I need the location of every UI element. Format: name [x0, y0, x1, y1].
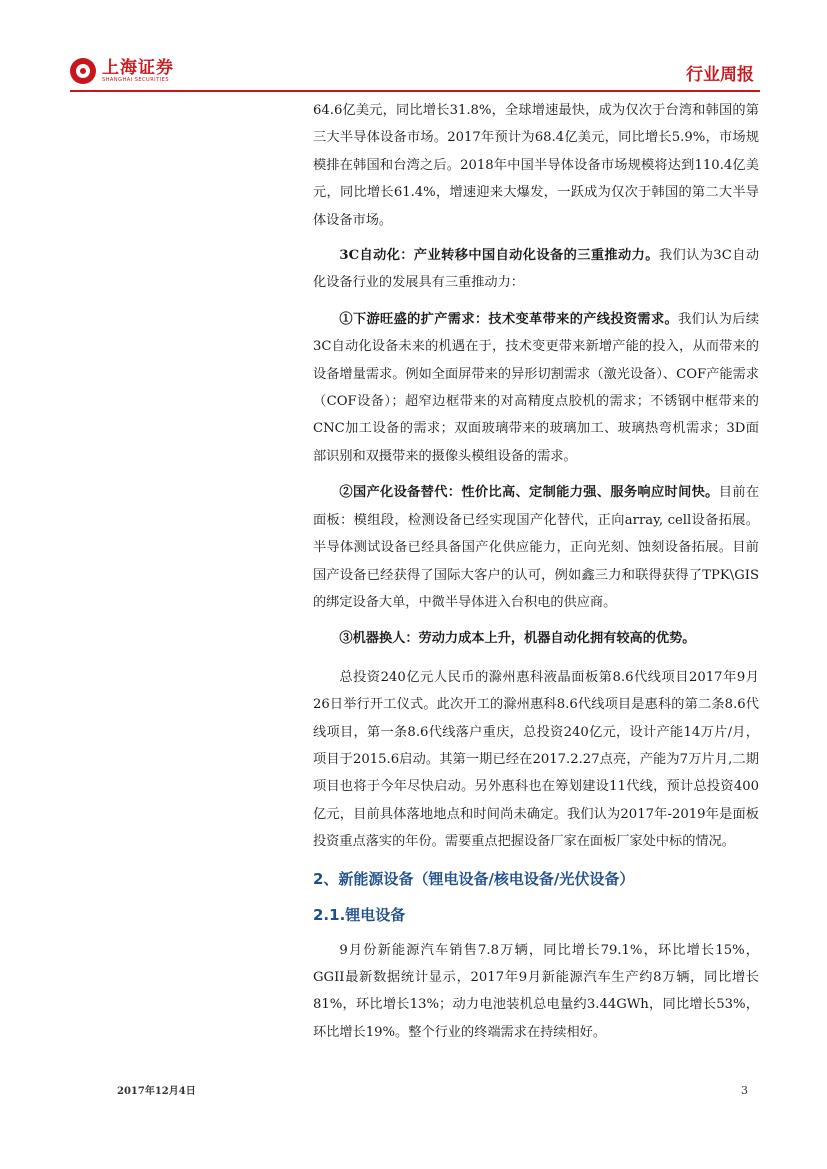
paragraph-semiconductor: [313, 97, 759, 234]
paragraph-text: 9月份新能源汽车销售7.8万辆，同比增长79.1%，环比增长15%，GGII最新数据统计显示，2017年9月新能源汽车生产约8万辆，同比增长81%，环比增长13%；动力电池装机总电量约3.44GWh，同比增长53%，环比增长19%。整个行业的终端需求在持续相好。: [313, 942, 759, 1040]
paragraph-lead: ①下游旺盛的扩产需求：技术变革带来的产线投资需求。: [339, 311, 679, 327]
paragraph-text: 目前在面板：模组段，检测设备已经实现国产化替代，正向array, cell设备拓展。半导体测试设备已经具备国产化供应能力，正向光刻、蚀刻设备拓展。目前国产设备已经获得了国际大客户的认可，例如鑫三力和联得获得了TPK\GIS的绑定设备大单，中微半导体进入台积电的供应商。: [313, 485, 760, 610]
paragraph-text: 我们认为后续3C自动化设备未来的机遇在于，技术变更带来新增产能的投入，从而带来的设备增量需求。例如全面屏带来的异形切割需求（激光设备）、COF产能需求（COF设备）；超窄边框带来的对高精度点胶机的需求；不锈钢中框带来的CNC加工设备的需求；双面玻璃带来的玻璃加工、玻璃热弯机需求；3D面部识别和双摄带来的摄像头模组设备的需求。: [313, 311, 760, 464]
report-type-label: 行业周报: [686, 65, 754, 85]
paragraph-driver-2: [313, 479, 759, 616]
paragraph-lithium: [313, 937, 759, 1047]
logo-text: 上海证券: [102, 57, 174, 78]
paragraph-driver-1: [313, 306, 759, 470]
footer-date: 2017年12月4日: [117, 1086, 196, 1097]
company-logo: [70, 58, 174, 84]
paragraph-3c-automation: [313, 242, 759, 297]
page-header: [70, 58, 760, 90]
paragraph-huike-panel: [313, 664, 759, 856]
paragraph-lead: ②国产化设备替代：性价比高、定制能力强、服务响应时间快。: [339, 485, 719, 501]
paragraph-text: 总投资240亿元人民币的滁州惠科液晶面板第8.6代线项目2017年9月26日举行开工仪式。此次开工的滁州惠科8.6代线项目是惠科的第二条8.6代线项目，第一条8.6代线落户重庆，总投资240亿元，设计产能14万片/月，项目于2015.6启动。其第一期已经在2017.2.27点亮，产能为7万片月,二期项目也将于今年尽快启动。另外惠科也在筹划建设11代线，预计总投资400亿元，目前具体落地地点和时间尚未确定。我们认为2017年-2019年是面板投资重点落实的年份。需要重点把握设备厂家在面板厂家处中标的情况。: [313, 669, 759, 850]
paragraph-text: 我们认为3C自动化设备行业的发展具有三重推动力：: [313, 248, 760, 291]
body-content: [313, 97, 759, 1046]
paragraph-lead: 3C自动化：产业转移中国自动化设备的三重推动力。: [339, 248, 659, 264]
page-number: 3: [741, 1084, 748, 1097]
paragraph-text: 64.6亿美元，同比增长31.8%，全球增速最快，成为仅次于台湾和韩国的第三大半导体设备市场。2017年预计为68.4亿美元，同比增长5.9%，市场规模排在韩国和台湾之后。2018年中国半导体设备市场规模将达到110.4亿美元，同比增长61.4%，增速迎来大爆发，一跃成为仅次于韩国的第二大半导体设备市场。: [313, 103, 759, 228]
header-divider: [70, 90, 760, 92]
section-heading: 2、新能源设备（锂电设备/核电设备/光伏设备）: [313, 869, 635, 888]
paragraph-driver-3: [313, 625, 759, 652]
logo-emblem-icon: [70, 58, 96, 84]
paragraph-lead: ③机器换人：劳动力成本上升，机器自动化拥有较高的优势。: [339, 631, 696, 647]
subsection-heading: 2.1.锂电设备: [313, 905, 406, 924]
logo-subtext: SHANGHAI SECURITIES: [102, 76, 170, 83]
